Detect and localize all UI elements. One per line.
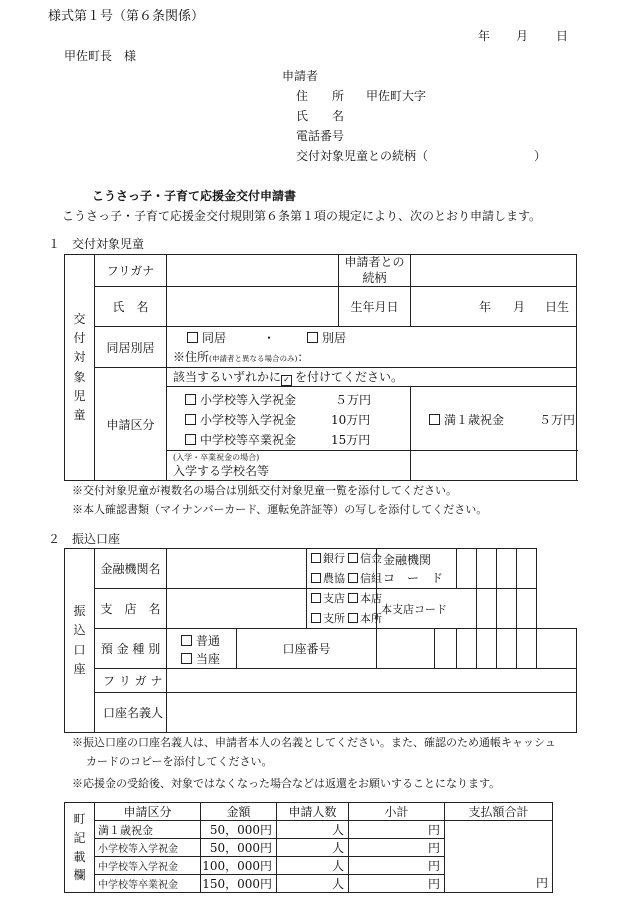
row-subtotal[interactable]: 円 <box>349 857 445 875</box>
option-elem-entry-10[interactable]: 小学校等入学祝金 <box>185 414 296 426</box>
child-side-label: 交 付 対 象 児 童 <box>65 255 95 481</box>
address-value: 甲佐町大字 <box>366 89 427 103</box>
phone-label: 電話番号 <box>296 129 345 143</box>
holder-name-label: 口座名義人 <box>95 693 167 733</box>
account-number-digit[interactable] <box>435 629 457 669</box>
applicant-heading: 申請者 <box>282 69 319 83</box>
row-count[interactable]: 人 <box>277 875 349 893</box>
bank-type-bank[interactable]: 銀行 <box>311 553 345 564</box>
row-amount: 50，000円 <box>201 839 277 857</box>
child-relation-input[interactable] <box>411 255 577 287</box>
bank-name-label: 金融機関名 <box>95 549 167 589</box>
bank-side-label: 振 込 口 座 <box>65 549 95 733</box>
section2-note-2: カードのコピーを添付してください。 <box>86 755 273 768</box>
row-category: 中学校等卒業祝金 <box>95 875 201 893</box>
bank-type-nokyo[interactable]: 農協 <box>311 573 345 584</box>
school-name-label: (入学・卒業祝金の場合) 入学する学校名等 <box>167 451 411 481</box>
deposit-type-ordinary[interactable]: 普通 <box>181 635 220 647</box>
bank-table <box>64 548 577 733</box>
account-number-digit[interactable] <box>377 629 435 669</box>
bank-code-digit[interactable] <box>457 549 477 589</box>
date-month-label: 月 <box>516 29 529 43</box>
header-category: 申請区分 <box>95 803 201 821</box>
cohab-option-together[interactable]: 同居 <box>187 332 226 344</box>
branch-code-digit[interactable] <box>477 589 497 629</box>
category-label: 申請区分 <box>95 368 167 481</box>
relation-label: 交付対象児童との続柄（ <box>296 149 429 163</box>
branch-type-options <box>307 589 382 629</box>
row-amount: 100，000円 <box>201 857 277 875</box>
account-number-digit[interactable] <box>497 629 517 669</box>
child-furigana-input[interactable] <box>167 255 339 287</box>
section2-note-3: ※応援金の受給後、対象ではなくなった場合などは返還をお願いすることになります。 <box>72 777 501 790</box>
deposit-type-options <box>167 629 237 669</box>
child-name-label: 氏 名 <box>95 287 167 327</box>
deposit-type-checking[interactable]: 当座 <box>181 653 220 665</box>
row-count[interactable]: 人 <box>277 839 349 857</box>
account-number-digit[interactable] <box>457 629 477 669</box>
section2-heading: ２ 振込口座 <box>48 532 121 546</box>
check-instruction: 該当するいずれかに ✓ を付けてください。 <box>167 368 577 387</box>
option-junior-graduation[interactable]: 中学校等卒業祝金 <box>185 434 296 446</box>
row-category: 中学校等入学祝金 <box>95 857 201 875</box>
town-side-label: 町 記 載 欄 <box>65 803 95 893</box>
row-subtotal[interactable]: 円 <box>349 875 445 893</box>
child-name-input[interactable] <box>167 287 339 327</box>
relation-small-label: 申請者との続柄 <box>339 255 411 287</box>
section1-heading: １ 交付対象児童 <box>48 237 145 251</box>
branch-code-digit[interactable] <box>497 589 517 629</box>
header-count: 申請人数 <box>277 803 349 821</box>
date-day-label: 日 <box>556 29 569 43</box>
cohab-option-separate[interactable]: 別居 <box>307 332 346 344</box>
bank-type-shinkumi[interactable]: 信組 <box>348 573 382 584</box>
bank-code-digit[interactable] <box>477 549 497 589</box>
header-amount: 金額 <box>201 803 277 821</box>
intro-text: こうさっ子・子育て応援金交付規則第６条第１項の規定により、次のとおり申請します。 <box>62 209 542 223</box>
branch-type-shisho[interactable]: 支所 <box>311 613 345 624</box>
holder-furigana-input[interactable] <box>167 669 577 693</box>
bank-code-label: 金融機関 コ ー ド <box>377 549 457 589</box>
holder-name-input[interactable] <box>167 693 577 733</box>
child-table <box>64 254 577 481</box>
account-number-label: 口座番号 <box>237 629 377 669</box>
bank-code-digit[interactable] <box>517 549 537 589</box>
bank-type-shinkin[interactable]: 信金 <box>348 553 382 564</box>
cohabitation-label: 同居別居 <box>95 327 167 368</box>
row-subtotal[interactable]: 円 <box>349 821 445 839</box>
address-label: 住 所 <box>296 89 345 103</box>
cohabitation-field: 同居 ・ 別居 ※住所(申請者と異なる場合のみ)： <box>167 327 577 368</box>
account-number-digit[interactable] <box>537 629 577 669</box>
section2-note-1: ※振込口座の口座名義人は、申請者本人の名義としてください。また、確認のため通帳キャッシュ <box>72 736 556 749</box>
branch-name-label: 支 店 名 <box>95 589 167 629</box>
branch-name-input[interactable] <box>167 589 307 629</box>
total-cell[interactable]: 円 <box>445 821 553 893</box>
header-total: 支払額合計 <box>445 803 553 821</box>
row-count[interactable]: 人 <box>277 821 349 839</box>
row-amount: 50，000円 <box>201 821 277 839</box>
addressee: 甲佐町長 様 <box>64 49 137 63</box>
birth-label: 生年月日 <box>339 287 411 327</box>
account-number-digit[interactable] <box>477 629 497 669</box>
branch-type-honten[interactable]: 本店 <box>348 593 382 604</box>
bank-code-digit[interactable] <box>497 549 517 589</box>
section1-note-1: ※交付対象児童が複数名の場合は別紙交付対象児童一覧を添付してください。 <box>72 484 457 497</box>
deposit-type-label: 預 金 種 別 <box>95 629 167 669</box>
row-category: 小学校等入学祝金 <box>95 839 201 857</box>
category-options-right: 満１歳祝金 ５万円 <box>411 387 577 451</box>
branch-type-honsho[interactable]: 本所 <box>348 613 382 624</box>
birth-date-field[interactable]: 年 月 日生 <box>411 287 577 327</box>
section1-note-2: ※本人確認書類（マイナンバーカード、運転免許証等）の写しを添付してください。 <box>72 503 488 516</box>
holder-furigana-label: フ リ ガ ナ <box>95 669 167 693</box>
applicant-name-label: 氏 名 <box>296 109 345 123</box>
form-number: 様式第１号（第６条関係） <box>48 9 205 24</box>
branch-type-shiten[interactable]: 支店 <box>311 593 345 604</box>
residence-label: ※住所(申請者と異なる場合のみ)： <box>173 350 310 365</box>
branch-code-digit[interactable] <box>517 589 537 629</box>
account-number-digit[interactable] <box>517 629 537 669</box>
bank-type-options <box>307 549 382 589</box>
town-record-table <box>64 802 553 893</box>
row-amount: 150，000円 <box>201 875 277 893</box>
option-first-birthday[interactable]: 満１歳祝金 <box>429 414 504 426</box>
school-name-input[interactable] <box>411 451 577 481</box>
child-furigana-label: フリガナ <box>95 255 167 287</box>
option-elem-entry-5[interactable]: 小学校等入学祝金 <box>185 394 296 406</box>
header-subtotal: 小計 <box>349 803 445 821</box>
category-options-left: 小学校等入学祝金 ５万円 小学校等入学祝金 10万円 中学校等卒業祝金 15万円 <box>167 387 411 451</box>
branch-code-label: 本支店コード <box>377 589 477 629</box>
row-category: 満１歳祝金 <box>95 821 201 839</box>
row-count[interactable]: 人 <box>277 857 349 875</box>
form-title: こうさっ子・子育て応援金交付申請書 <box>92 189 297 203</box>
date-year-label: 年 <box>478 29 491 43</box>
bank-name-input[interactable] <box>167 549 307 589</box>
relation-close: ） <box>534 149 547 163</box>
row-subtotal[interactable]: 円 <box>349 839 445 857</box>
